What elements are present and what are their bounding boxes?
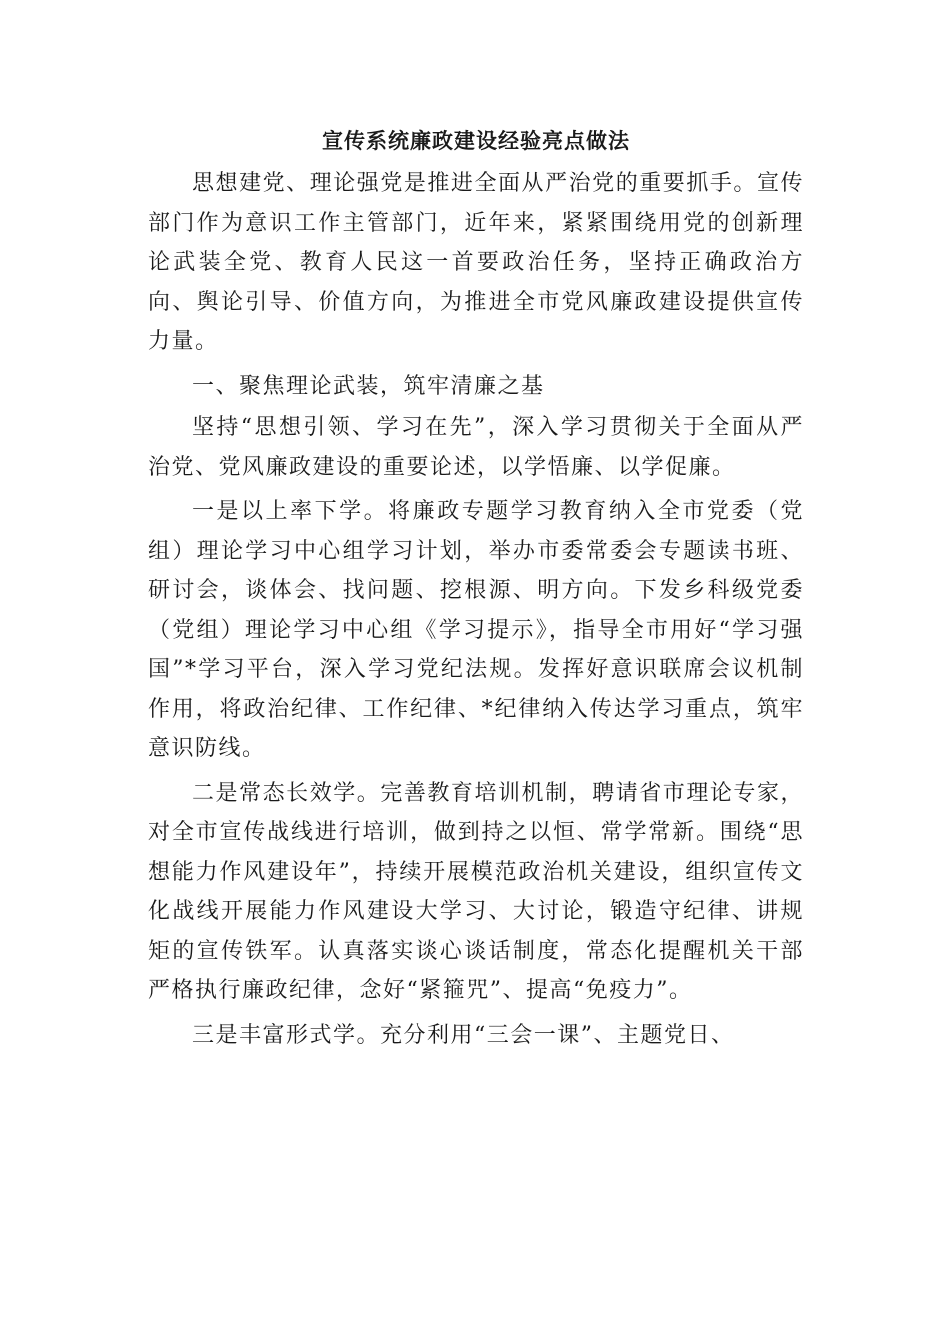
paragraph-item-3: 三是丰富形式学。充分利用“三会一课”、主题党日、 (192, 1022, 735, 1048)
paragraph-intro: 思想建党、理论强党是推进全面从严治党的重要抓手。宣传部门作为意识工作主管部门，近年来，紧紧围绕用党的创新理论武装全党、教育人民这一首要政治任务，坚持正确政治方向、舆论引导、价值方向，为推进全市党风廉政建设提供宣传力量。 (148, 171, 804, 354)
document-title: 宣传系统廉政建设经验亮点做法 (322, 129, 630, 153)
paragraph-section-summary: 坚持“思想引领、学习在先”，深入学习贯彻关于全面从严治党、党风廉政建设的重要论述，以学悟廉、以学促廉。 (148, 415, 804, 480)
section-heading-1: 一、聚焦理论武装，筑牢清廉之基 (192, 373, 545, 399)
paragraph-item-1: 一是以上率下学。将廉政专题学习教育纳入全市党委（党组）理论学习中心组学习计划，举办市委常委会专题读书班、研讨会，谈体会、找问题、挖根源、明方向。下发乡科级党委（党组）理论学习中心组《学习提示》，指导全市用好“学习强国”*学习平台，深入学习党纪法规。发挥好意识联席会议机制作用，将政治纪律、工作纪律、*纪律纳入传达学习重点，筑牢意识防线。 (148, 499, 804, 761)
paragraph-item-2: 二是常态长效学。完善教育培训机制，聘请省市理论专家，对全市宣传战线进行培训，做到持之以恒、常学常新。围绕“思想能力作风建设年”，持续开展模范政治机关建设，组织宣传文化战线开展能力作风建设大学习、大讨论，锻造守纪律、讲规矩的宣传铁军。认真落实谈心谈话制度，常态化提醒机关干部严格执行廉政纪律，念好“紧箍咒”、提高“免疫力”。 (148, 780, 804, 1003)
document-page (148, 118, 804, 1060)
